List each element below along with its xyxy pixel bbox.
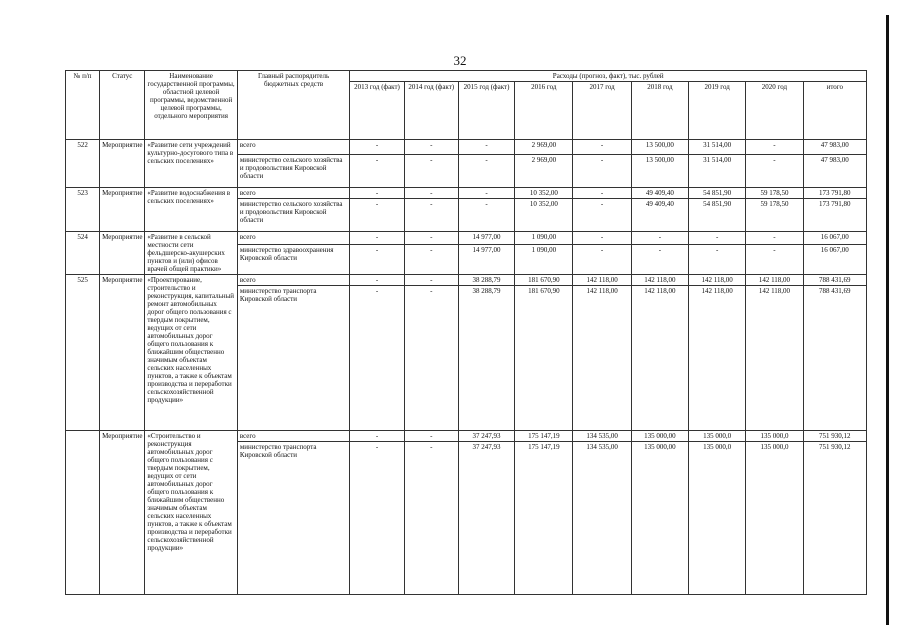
cell-value: 142 118,00	[746, 275, 803, 286]
cell-value: 31 514,00	[689, 155, 746, 188]
cell-value: -	[404, 286, 458, 431]
cell-value: -	[746, 244, 803, 274]
cell-num: 522	[66, 140, 100, 188]
cell-value: -	[746, 232, 803, 245]
cell-value: -	[404, 199, 458, 232]
table-body	[66, 140, 867, 595]
cell-value: 175 147,19	[515, 431, 573, 442]
cell-total: 788 431,69	[803, 286, 866, 431]
table-row	[66, 431, 867, 442]
cell-value: 2 969,00	[515, 140, 573, 155]
cell-value: 14 977,00	[458, 244, 514, 274]
cell-administrator: министерство транспорта Кировской области	[237, 286, 350, 431]
cell-value: -	[350, 232, 404, 245]
cell-value: 14 977,00	[458, 232, 514, 245]
cell-status: Мероприятие	[100, 188, 145, 232]
cell-value: -	[458, 188, 514, 199]
cell-administrator: всего	[237, 188, 350, 199]
cell-value: -	[746, 155, 803, 188]
cell-value: -	[631, 232, 688, 245]
cell-total: 173 791,80	[803, 199, 866, 232]
cell-num: 525	[66, 275, 100, 431]
cell-value: 59 178,50	[746, 188, 803, 199]
cell-status: Мероприятие	[100, 140, 145, 188]
scan-edge-line	[886, 15, 889, 625]
cell-value: -	[350, 199, 404, 232]
cell-value: 38 288,79	[458, 286, 514, 431]
cell-value: -	[404, 232, 458, 245]
cell-value: 135 000,0	[746, 431, 803, 442]
cell-value: -	[404, 244, 458, 274]
cell-value: -	[631, 244, 688, 274]
header-year: 2018 год	[631, 82, 688, 140]
cell-value: -	[573, 155, 631, 188]
cell-value: 49 409,40	[631, 199, 688, 232]
cell-value: 10 352,00	[515, 188, 573, 199]
cell-name: «Развитие сети учреждений культурно-досугового типа в сельских поселениях»	[145, 140, 237, 188]
cell-value: 38 288,79	[458, 275, 514, 286]
cell-total: 751 930,12	[803, 431, 866, 442]
cell-value: 31 514,00	[689, 140, 746, 155]
header-administrator: Главный распорядитель бюджетных средств	[237, 71, 350, 140]
expenses-table	[65, 70, 867, 595]
cell-value: 181 670,90	[515, 275, 573, 286]
table-row	[66, 188, 867, 199]
cell-administrator: всего	[237, 431, 350, 442]
cell-value: 135 000,0	[746, 442, 803, 595]
cell-value: -	[573, 199, 631, 232]
cell-value: -	[350, 442, 404, 595]
cell-total: 16 067,00	[803, 244, 866, 274]
cell-name: «Развитие водоснабжения в сельских поселениях»	[145, 188, 237, 232]
cell-value: -	[404, 431, 458, 442]
cell-value: 142 118,00	[689, 286, 746, 431]
cell-value: 37 247,93	[458, 431, 514, 442]
cell-status: Мероприятие	[100, 275, 145, 431]
cell-num	[66, 431, 100, 595]
header-status: Статус	[100, 71, 145, 140]
cell-name: «Проектирование, строительство и реконструкция, капитальный ремонт автомобильных дорог общего пользования с твердым покрытием, ведущих от сети автомобильных дорог общего пользования к ближайшим общественно значимым объектам сельских населенных пунктов, а также к объектам производства и переработки сельскохозяйственной продукции»	[145, 275, 237, 431]
cell-value: 175 147,19	[515, 442, 573, 595]
cell-value: -	[689, 244, 746, 274]
cell-administrator: министерство транспорта Кировской области	[237, 442, 350, 595]
cell-value: 10 352,00	[515, 199, 573, 232]
cell-value: 37 247,93	[458, 442, 514, 595]
cell-administrator: министерство сельского хозяйства и продовольствия Кировской области	[237, 155, 350, 188]
cell-value: 2 969,00	[515, 155, 573, 188]
cell-value: 142 118,00	[631, 286, 688, 431]
cell-num: 523	[66, 188, 100, 232]
cell-total: 16 067,00	[803, 232, 866, 245]
header-year: 2019 год	[689, 82, 746, 140]
header-year: 2020 год	[746, 82, 803, 140]
cell-value: 142 118,00	[689, 275, 746, 286]
cell-value: -	[350, 244, 404, 274]
cell-value: 142 118,00	[573, 275, 631, 286]
cell-value: -	[350, 286, 404, 431]
header-expenses: Расходы (прогноз, факт), тыс. рублей	[350, 71, 867, 82]
cell-value: -	[458, 199, 514, 232]
cell-value: 135 000,00	[631, 442, 688, 595]
cell-value: -	[573, 244, 631, 274]
header-num: № п/п	[66, 71, 100, 140]
table-row	[66, 232, 867, 245]
header-year: 2017 год	[573, 82, 631, 140]
cell-value: 54 851,90	[689, 188, 746, 199]
cell-value: -	[350, 140, 404, 155]
header-year: 2013 год (факт)	[350, 82, 404, 140]
cell-status: Мероприятие	[100, 431, 145, 595]
cell-value: -	[350, 431, 404, 442]
cell-value: 135 000,00	[631, 431, 688, 442]
cell-value: 134 535,00	[573, 431, 631, 442]
cell-total: 751 930,12	[803, 442, 866, 595]
cell-value: 59 178,50	[746, 199, 803, 232]
cell-value: 142 118,00	[631, 275, 688, 286]
cell-total: 788 431,69	[803, 275, 866, 286]
cell-value: -	[404, 155, 458, 188]
cell-value: -	[573, 232, 631, 245]
cell-value: -	[573, 188, 631, 199]
cell-status: Мероприятие	[100, 232, 145, 275]
cell-value: 142 118,00	[746, 286, 803, 431]
cell-name: «Строительство и реконструкция автомобильных дорог общего пользования с твердым покрытием, ведущих от сети автомобильных дорог общего пользования к ближайшим общественно значимым объектам сельских населенных пунктов, а также к объектам производства и переработки сельскохозяйственной продукции»	[145, 431, 237, 595]
cell-value: 13 500,00	[631, 140, 688, 155]
cell-total: 47 983,00	[803, 155, 866, 188]
cell-value: -	[404, 188, 458, 199]
cell-name: «Развитие в сельской местности сети фельдшерско-акушерских пунктов и (или) офисов врачей общей практики»	[145, 232, 237, 275]
cell-value: 49 409,40	[631, 188, 688, 199]
cell-value: -	[404, 442, 458, 595]
header-year-total: итого	[803, 82, 866, 140]
cell-total: 173 791,80	[803, 188, 866, 199]
cell-administrator: всего	[237, 140, 350, 155]
table-row	[66, 275, 867, 286]
table-header	[66, 71, 867, 140]
cell-value: -	[350, 155, 404, 188]
cell-administrator: всего	[237, 275, 350, 286]
cell-value: 134 535,00	[573, 442, 631, 595]
cell-value: 13 500,00	[631, 155, 688, 188]
cell-administrator: министерство сельского хозяйства и продовольствия Кировской области	[237, 199, 350, 232]
cell-value: 142 118,00	[573, 286, 631, 431]
cell-num: 524	[66, 232, 100, 275]
cell-value: -	[573, 140, 631, 155]
cell-value: 54 851,90	[689, 199, 746, 232]
cell-value: 1 090,00	[515, 244, 573, 274]
cell-value: 135 000,0	[689, 442, 746, 595]
header-year: 2016 год	[515, 82, 573, 140]
cell-value: -	[404, 140, 458, 155]
table-row	[66, 140, 867, 155]
cell-value: 1 090,00	[515, 232, 573, 245]
header-name: Наименование государственной программы, областной целевой программы, ведомственной целевой программы, отдельного мероприятия	[145, 71, 237, 140]
cell-value: -	[458, 155, 514, 188]
cell-value: 181 670,90	[515, 286, 573, 431]
cell-value: -	[350, 275, 404, 286]
cell-total: 47 983,00	[803, 140, 866, 155]
cell-value: -	[458, 140, 514, 155]
cell-value: -	[689, 232, 746, 245]
cell-administrator: министерство здравоохранения Кировской области	[237, 244, 350, 274]
header-year: 2014 год (факт)	[404, 82, 458, 140]
cell-value: 135 000,0	[689, 431, 746, 442]
cell-administrator: всего	[237, 232, 350, 245]
page-number: 32	[453, 53, 467, 68]
header-year: 2015 год (факт)	[458, 82, 514, 140]
cell-value: -	[350, 188, 404, 199]
cell-value: -	[404, 275, 458, 286]
cell-value: -	[746, 140, 803, 155]
